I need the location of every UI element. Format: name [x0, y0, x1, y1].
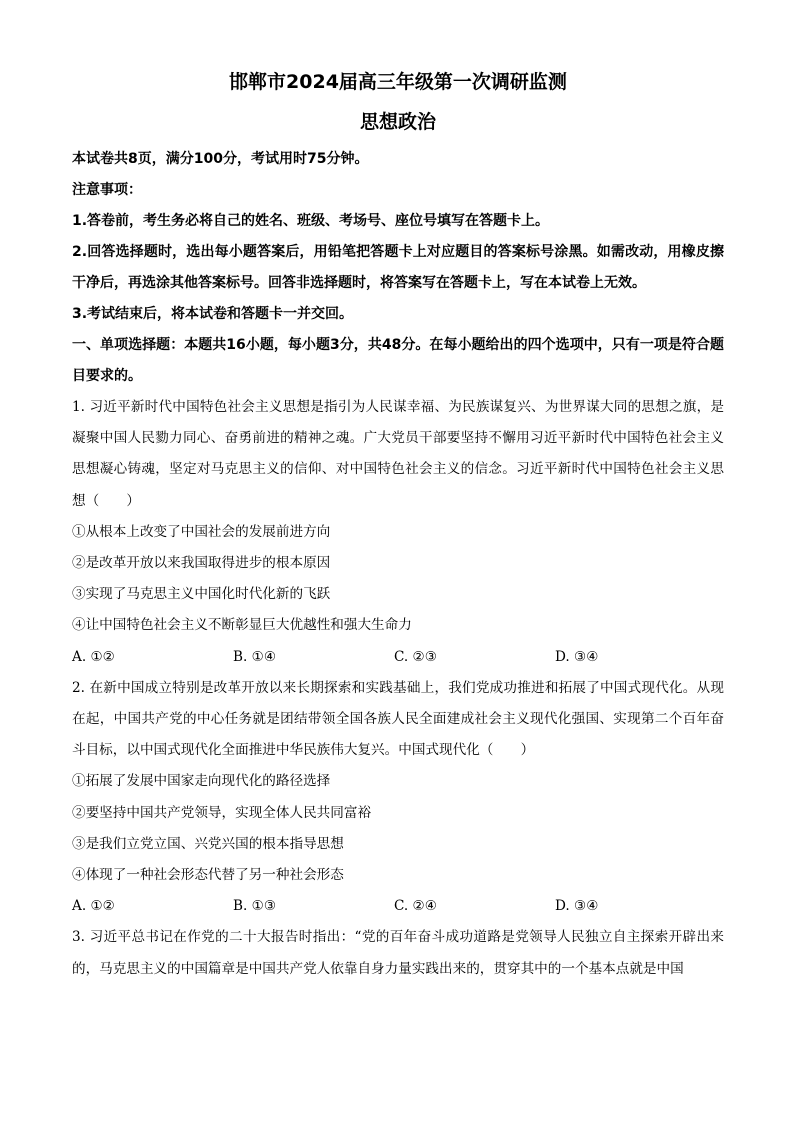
exam-page — [72, 66, 724, 985]
question-stem: 3. 习近平总书记在作党的二十大报告时指出：“党的百年奋斗成功道路是党领导人民独立自主探索开辟出来的，马克思主义的中国篇章是中国共产党人依靠自身力量实践出来的，贯穿其中的一个基本点就是中国 — [72, 929, 724, 977]
question-1 — [72, 392, 724, 673]
question-2 — [72, 673, 724, 923]
answer-choices — [72, 642, 724, 673]
statement-2: ②是改革开放以来我国取得进步的根本原因 — [72, 555, 331, 572]
exam-title: 邯郸市2024届高三年级第一次调研监测 — [229, 71, 567, 93]
notice-item-3: 3.考试结束后，将本试卷和答题卡一并交回。 — [72, 306, 354, 322]
statement-2: ②要坚持中国共产党领导，实现全体人民共同富裕 — [72, 804, 372, 821]
statement-4: ④体现了一种社会形态代替了另一种社会形态 — [72, 867, 344, 884]
section-heading: 一、单项选择题：本题共16小题，每小题3分，共48分。在每小题给出的四个选项中，只有一项是符合题目要求的。 — [72, 337, 724, 384]
choice-d: D. ③④ — [555, 648, 599, 665]
notice-item-1: 1.答卷前，考生务必将自己的姓名、班级、考场号、座位号填写在答题卡上。 — [72, 213, 550, 229]
statement-1: ①拓展了发展中国家走向现代化的路径选择 — [72, 773, 331, 790]
choice-c: C. ②③ — [394, 648, 437, 665]
choice-a: A. ①② — [72, 898, 115, 915]
answer-choices — [72, 891, 724, 922]
question-stem: 2. 在新中国成立特别是改革开放以来长期探索和实践基础上，我们党成功推进和拓展了中国式现代化。从现在起，中国共产党的中心任务就是团结带领全国各族人民全面建成社会主义现代化强国、实现第二个百年奋斗目标，以中国式现代化全面推进中华民族伟大复兴。中国式现代化（ ） — [72, 679, 724, 759]
question-stem: 1. 习近平新时代中国特色社会主义思想是指引为人民谋幸福、为民族谋复兴、为世界谋大同的思想之旗，是凝聚中国人民勠力同心、奋勇前进的精神之魂。广大党员干部要坚持不懈用习近平新时代中国特色社会主义思想凝心铸魂，坚定对马克思主义的信仰、对中国特色社会主义的信念。习近平新时代中国特色社会主义思想（ ） — [72, 399, 724, 509]
statement-3: ③是我们立党立国、兴党兴国的根本指导思想 — [72, 835, 344, 852]
notice-title: 注意事项： — [72, 182, 142, 198]
choice-d: D. ③④ — [555, 898, 599, 915]
statement-3: ③实现了马克思主义中国化时代化新的飞跃 — [72, 586, 331, 603]
exam-info: 本试卷共8页，满分100分，考试用时75分钟。 — [72, 151, 369, 167]
choice-b: B. ①④ — [233, 648, 277, 665]
subject-title: 思想政治 — [359, 111, 436, 133]
notice-item-2: 2.回答选择题时，选出每小题答案后，用铅笔把答题卡上对应题目的答案标号涂黑。如需改动，用橡皮擦干净后，再选涂其他答案标号。回答非选择题时，将答案写在答题卡上，写在本试卷上无效。 — [72, 244, 724, 291]
statement-1: ①从根本上改变了中国社会的发展前进方向 — [72, 523, 331, 540]
statement-4: ④让中国特色社会主义不断彰显巨大优越性和强大生命力 — [72, 617, 412, 634]
choice-c: C. ②④ — [394, 898, 437, 915]
choice-b: B. ①③ — [233, 898, 277, 915]
choice-a: A. ①② — [72, 648, 115, 665]
question-3 — [72, 922, 724, 984]
